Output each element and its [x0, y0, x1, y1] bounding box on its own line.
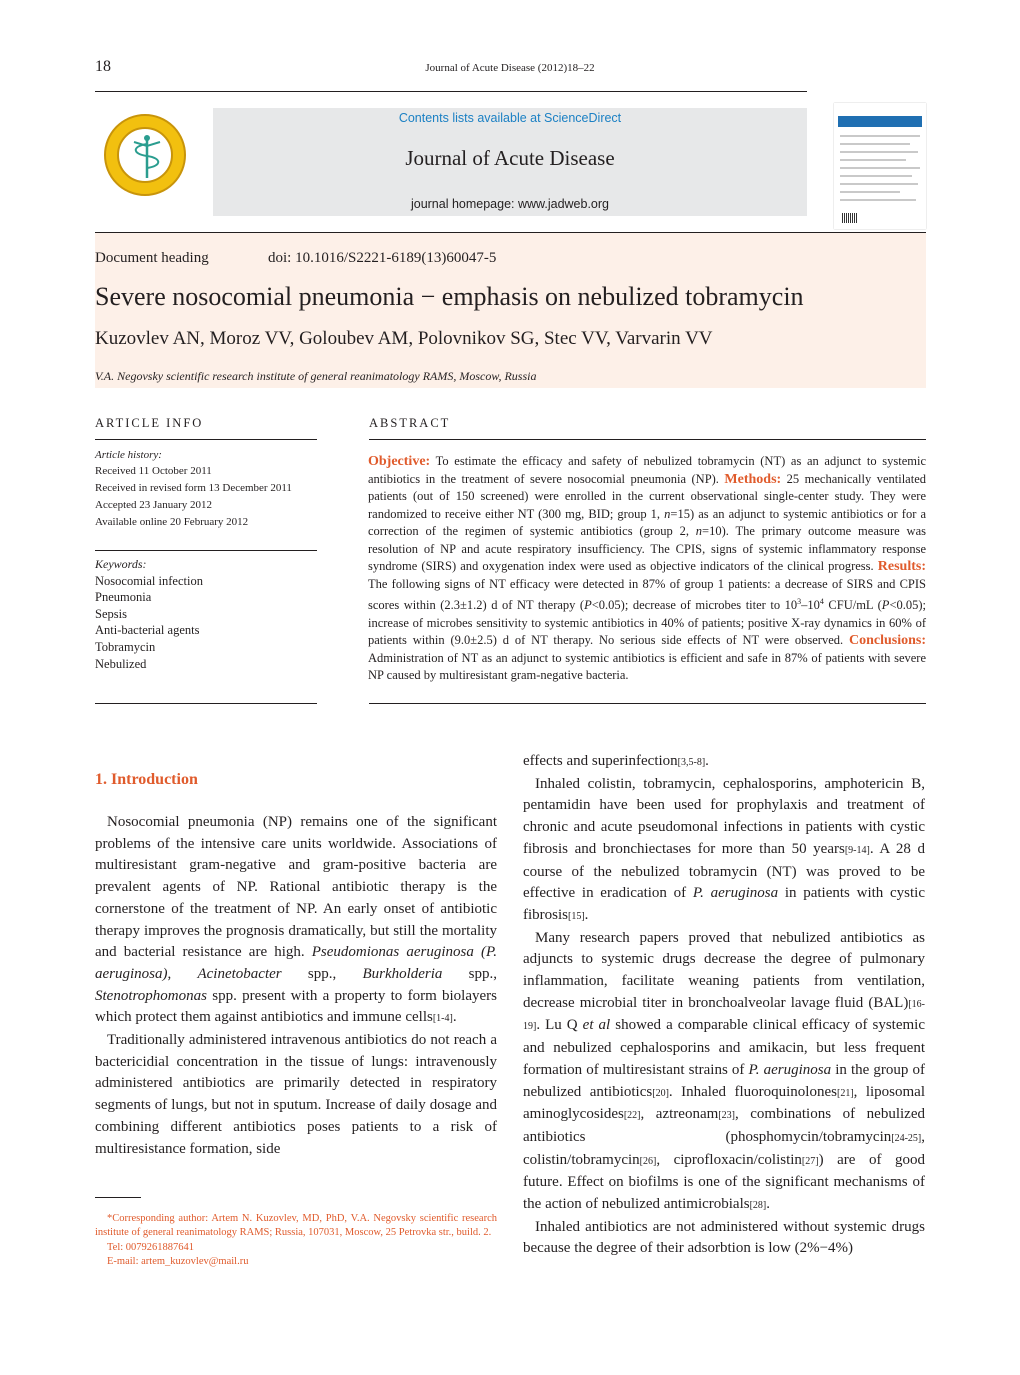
history-received: Received 11 October 2011: [95, 465, 212, 477]
results-text: <0.05); increase of microbes sensitivity to systemic antibiotics in 40% of patients; positive X-ray dynamics in 60% of patients within (9.0±2.5) d of NT therapy. No serious side effects of NT were observed.: [368, 598, 926, 648]
citation[interactable]: [3,5-8]: [677, 757, 706, 768]
objective-label: Objective:: [368, 454, 431, 469]
paragraph: [523, 751, 925, 774]
page-number: 18: [95, 58, 111, 75]
journal-logo: [104, 114, 186, 196]
species-name: Burkholderia: [362, 965, 443, 982]
text-run: effects and superinfection: [523, 753, 678, 769]
abstract-heading: ABSTRACT: [369, 416, 451, 430]
cover-text-line: [840, 151, 918, 153]
cover-text-line: [840, 183, 918, 185]
text-run: spp.,: [281, 965, 363, 982]
superscript: 4: [819, 597, 824, 606]
species-name: Stenotrophomonas: [95, 987, 207, 1004]
keywords-block: [95, 556, 203, 672]
citation[interactable]: [28]: [749, 1200, 767, 1212]
citation[interactable]: [21]: [836, 1087, 854, 1099]
header-rule: [95, 91, 807, 92]
paragraph: Traditionally administered intravenous antibiotics do not reach a bactericidial concentration in the tissue of lungs: intravenously administered antibiotics are primarily detected in respiratory segments of lungs, but not in sputum. Increase of daily dosage and combining different antibiotics poses patients to a risk of multiresistance formation, side: [95, 1032, 497, 1157]
introduction-heading: 1. Introduction: [95, 771, 198, 788]
abstract-bottom-rule: [369, 703, 926, 704]
results-text: <0.05); decrease of microbes titer to 10: [591, 598, 798, 613]
journal-homepage[interactable]: journal homepage: www.jadweb.org: [410, 197, 610, 211]
footnote-rule: [95, 1197, 141, 1198]
history-accepted: Accepted 23 January 2012: [95, 499, 212, 511]
text-run: showed a comparable clinical efficacy of systemic and nebulized cephalosporins and amikacin, but less frequent formation of multiresistant strains of: [523, 1017, 925, 1078]
affiliation: V.A. Negovsky scientific research institute of general reanimatology RAMS, Moscow, Russia: [95, 369, 537, 383]
cover-text-line: [840, 199, 916, 201]
abstract-text: [368, 453, 926, 685]
right-column: [523, 751, 925, 1260]
paragraph: Inhaled antibiotics are not administered without systemic drugs because the degree of their adsorbtion is low (2%−4%): [523, 1218, 925, 1257]
abstract-rule: [369, 439, 926, 440]
keyword: Nebulized: [95, 656, 147, 671]
citation[interactable]: [23]: [718, 1110, 735, 1122]
text-run: . Inhaled fluoroquinolones: [668, 1083, 837, 1100]
article-info-heading: ARTICLE INFO: [95, 416, 204, 430]
text-run: ) are of good future. Effect on biofilms is one of the significant mechanisms of the action of nebulized antimicrobials: [523, 1151, 925, 1213]
keyword: Pneumonia: [95, 590, 152, 605]
text-run: .: [452, 1009, 457, 1026]
species-name: Acinetobacter: [197, 965, 282, 982]
results-label: Results:: [877, 559, 926, 574]
journal-title: Journal of Acute Disease: [405, 146, 615, 170]
methods-label: Methods:: [724, 471, 782, 487]
keyword: Nosocomial infection: [95, 573, 203, 588]
results-text: The following signs of NT efficacy were detected in 87% of group 1 patients: a decrease of SIRS and CPIS scores within (2.3±1.2) d of NT therapy (: [368, 576, 926, 613]
info-bottom-rule: [95, 703, 317, 704]
cover-text-line: [840, 167, 920, 169]
citation[interactable]: [16-19]: [523, 998, 925, 1033]
et-al: et al: [582, 1017, 611, 1034]
document-heading: Document heading: [95, 250, 209, 266]
citation[interactable]: [9-14]: [844, 844, 870, 856]
keywords-rule: [95, 550, 317, 551]
citation[interactable]: [22]: [623, 1110, 641, 1122]
text-run: . Lu Q: [536, 1017, 583, 1034]
species-name: Pseudomionas aeruginosa (P. aeruginosa): [95, 944, 497, 982]
text-run: .: [766, 1196, 771, 1213]
methods-text: =10). The primary outcome measure was resolution of NP and acute respiratory insufficiency. The CPIS, signs of systemic inflammatory response syndrome (SIRS) and oxygenation index were used as objective indicators of the clinical progress.: [368, 524, 926, 573]
n-symbol: n: [695, 524, 703, 538]
keyword: Sepsis: [95, 606, 127, 621]
text-run: spp. present with a property to form biolayers which protect them against antibiotics and immune cells: [95, 987, 497, 1026]
text-run: .: [705, 753, 709, 769]
author-list: Kuzovlev AN, Moroz VV, Goloubev AM, Polovnikov SG, Stec VV, Varvarin VV: [95, 328, 713, 349]
n-symbol: n: [664, 506, 671, 521]
caduceus-icon: [128, 134, 166, 180]
running-head: Journal of Acute Disease (2012)18–22: [425, 62, 595, 74]
cover-header: [838, 106, 922, 116]
text-run: in patients with cystic fibrosis: [523, 885, 925, 923]
text-run: Nosocomial pneumonia (NP) remains one of the significant problems of the intensive care units worldwide. Associations of multiresistant gram-negative and gram-positive bacteria are prevalent agents of NP. Rational antibiotic therapy is the cornerstone of the treatment of NP. An early onset of antibiotic therapy improves the prognosis dramatically, but still the mortality and bacterial resistance are high.: [95, 814, 497, 961]
text-run: spp.,: [442, 965, 498, 982]
text-run: , colistin/tobramycin: [523, 1128, 925, 1168]
corresponding-author: *Corresponding author: Artem N. Kuzovlev, MD, PhD, V.A. Negovsky scientific research institute of general reanimatology RAMS; Russia, 107031, Moscow, 25 Petrovka str., build. 2.: [95, 1213, 497, 1239]
history-revised: Received in revised form 13 December 2011: [95, 482, 292, 494]
text-run: , aztreonam: [640, 1106, 719, 1123]
citation[interactable]: [27]: [801, 1155, 819, 1167]
barcode-icon: [842, 213, 858, 223]
citation[interactable]: [24-25]: [891, 1132, 922, 1144]
cover-text-line: [840, 159, 906, 161]
text-run: ,: [167, 965, 198, 982]
text-run: , combinations of nebulized antibiotics (phosphomycin/tobramycin: [523, 1106, 925, 1145]
keyword: Tobramycin: [95, 639, 156, 654]
corresponding-author-footnote: [95, 1212, 497, 1270]
left-column: [95, 812, 497, 1160]
paragraph: [95, 812, 497, 1030]
species-name: P. aeruginosa: [748, 1061, 832, 1078]
text-run: Inhaled colistin, tobramycin, cephalosporins, amphotericin B, pentamidin have been used for prophylaxis and treatment of chronic and acute pseudomonal infections in patients with cystic fibrosis and bronchiectases for more than 50 years: [523, 775, 925, 857]
methods-text: 25 mechanically ventilated patients (out of 150 screened) were enrolled in the current observational single-center study. They were randomized to receive either NT (300 mg, BID; group 1,: [368, 471, 927, 521]
cover-title-bar: [838, 116, 922, 127]
conclusions-label: Conclusions:: [848, 633, 926, 649]
cover-text-line: [840, 175, 912, 177]
doi[interactable]: doi: 10.1016/S2221-6189(13)60047-5: [268, 250, 497, 266]
article-history-label: Article history:: [95, 449, 162, 461]
superscript: 3: [797, 597, 802, 606]
article-info-rule: [95, 439, 317, 440]
journal-banner: [213, 108, 807, 216]
cover-text-line: [840, 135, 920, 137]
results-text: CFU/mL (: [823, 598, 882, 613]
text-run: . A 28 d course of the nebulized tobramycin (NT) was proved to be effective in eradication of: [523, 840, 925, 902]
citation[interactable]: [20]: [652, 1087, 669, 1099]
p-symbol: P: [881, 598, 890, 613]
contents-link[interactable]: Contents lists available at ScienceDirect: [398, 111, 622, 125]
text-run: .: [584, 906, 589, 923]
text-run: in the group of nebulized antibiotics: [523, 1061, 926, 1100]
paragraph: [523, 774, 925, 928]
conclusions-text: Administration of NT as an adjunct to systemic antibiotics is efficient and safe in 87% of patients with severe NP caused by multiresistant gram-negative bacteria.: [368, 650, 926, 683]
citation[interactable]: [15]: [568, 910, 585, 922]
species-name: P. aeruginosa: [692, 885, 779, 902]
text-run: , liposomal aminoglycosides: [523, 1083, 925, 1123]
cover-text-line: [840, 191, 900, 193]
cover-text-line: [840, 143, 910, 145]
citation[interactable]: [1-4]: [432, 1013, 453, 1025]
objective-text: To estimate the efficacy and safety of nebulized tobramycin (NT) as an adjunct to systemic antibiotics in the treatment of severe nosocomial pneumonia (NP).: [368, 454, 926, 486]
citation[interactable]: [26]: [639, 1155, 657, 1167]
p-symbol: P: [584, 598, 592, 613]
keywords-label: Keywords:: [95, 557, 147, 571]
article-title: Severe nosocomial pneumonia − emphasis on nebulized tobramycin: [95, 282, 804, 311]
email[interactable]: E-mail: artem_kuzovlev@mail.ru: [107, 1256, 249, 1268]
text-run: , ciprofloxacin/colistin: [656, 1151, 802, 1168]
journal-cover-thumbnail: [834, 103, 926, 229]
keyword: Anti-bacterial agents: [95, 623, 200, 638]
history-online: Available online 20 February 2012: [95, 516, 249, 528]
telephone: Tel: 0079261887641: [107, 1241, 195, 1253]
text-run: Many research papers proved that nebulized antibiotics as adjuncts to systemic drugs decrease the degree of pulmonary inflammation, facilitate weaning patients from ventilation, decrease microbial titer in bronchoalveolar lavage fluid (BAL): [523, 929, 925, 1011]
results-text: –10: [801, 598, 820, 613]
paragraph: [523, 928, 925, 1217]
methods-text: =15) as an adjunct to systemic antibiotics or for a correction of the regimen of systemic antibiotics (group 2,: [368, 506, 926, 538]
